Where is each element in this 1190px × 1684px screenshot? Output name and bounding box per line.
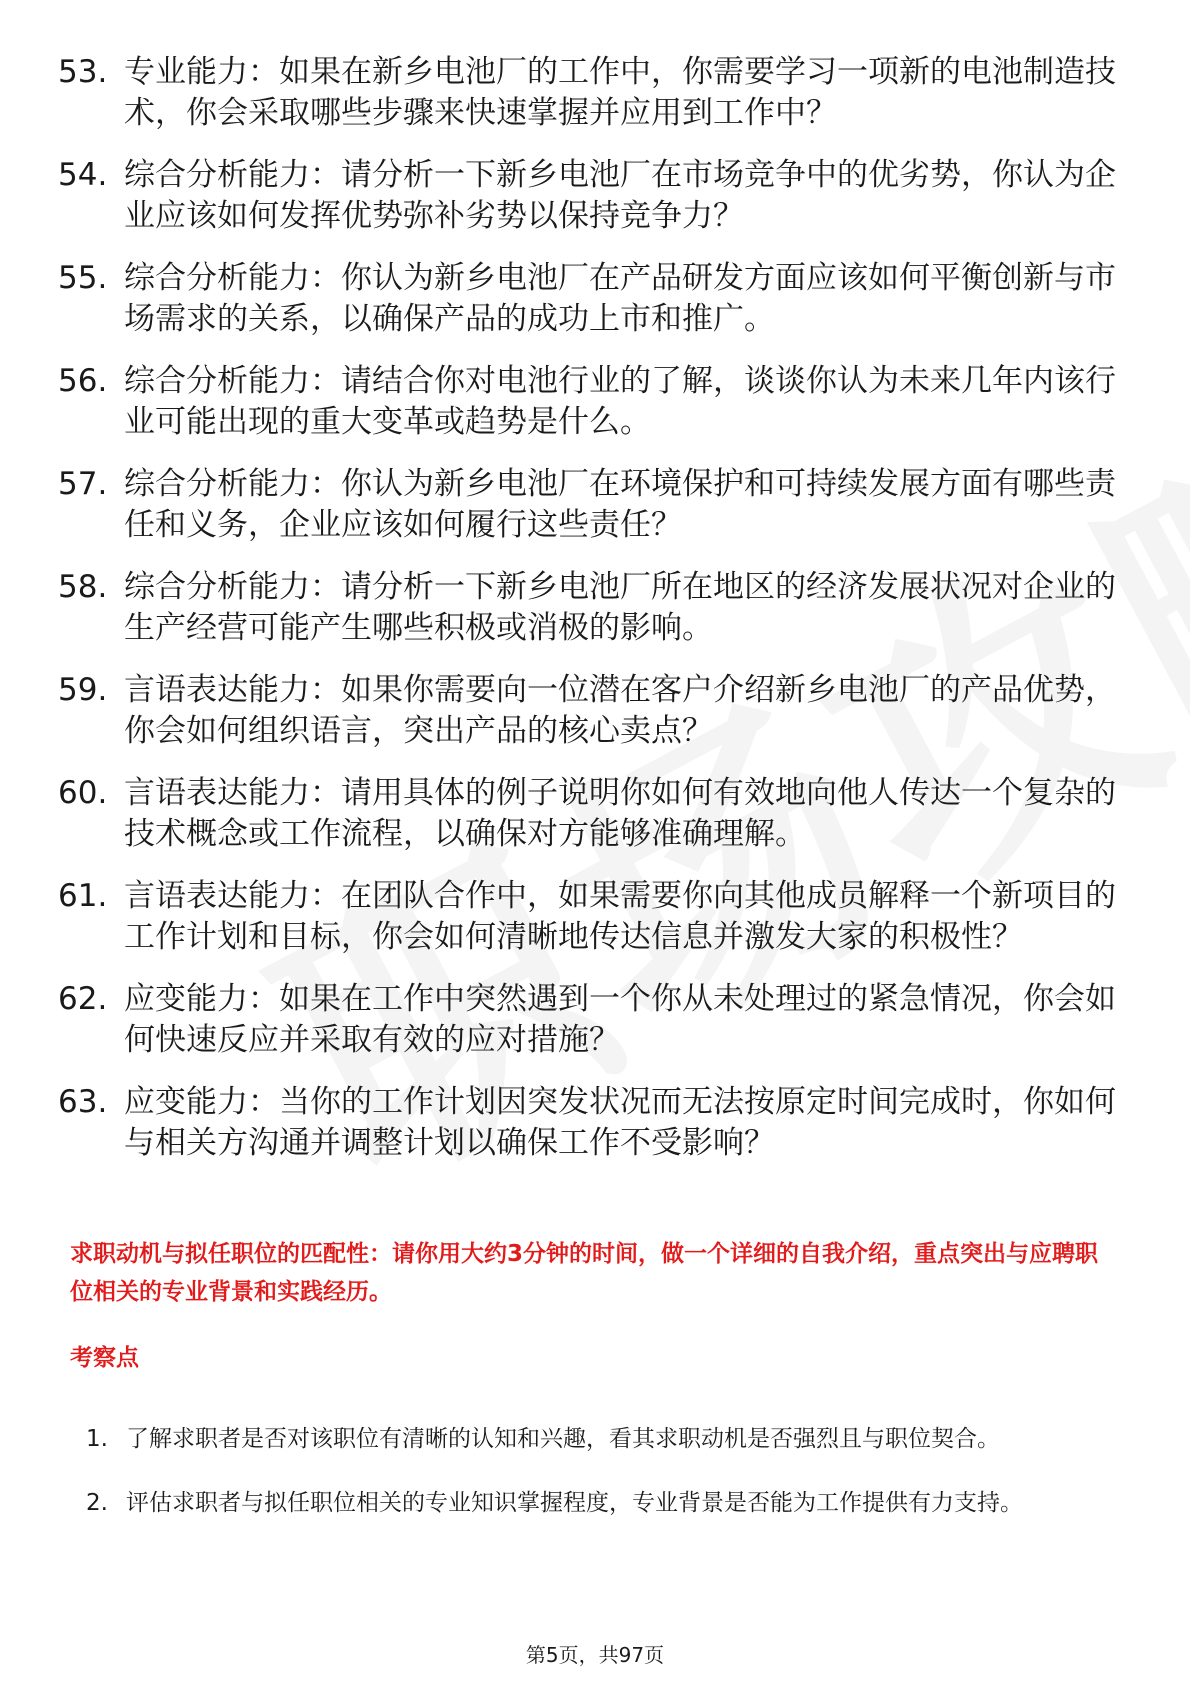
question-text: 言语表达能力：在团队合作中，如果需要你向其他成员解释一个新项目的工作计划和目标，你会如何清晰地传达信息并激发大家的积极性？: [124, 878, 1116, 955]
point-text: 了解求职者是否对该职位有清晰的认知和兴趣，看其求职动机是否强烈且与职位契合。: [126, 1426, 1000, 1452]
question-item: [58, 258, 1118, 340]
assessment-point: [86, 1477, 1116, 1530]
question-number: 53.: [58, 54, 108, 90]
question-text: 专业能力：如果在新乡电池厂的工作中，你需要学习一项新的电池制造技术，你会采取哪些步骤来快速掌握并应用到工作中？: [124, 54, 1116, 131]
question-number: 59.: [58, 672, 108, 708]
question-text: 应变能力：当你的工作计划因突发状况而无法按原定时间完成时，你如何与相关方沟通并调整计划以确保工作不受影响？: [124, 1084, 1116, 1161]
question-text: 综合分析能力：请分析一下新乡电池厂在市场竞争中的优劣势，你认为企业应该如何发挥优势弥补劣势以保持竞争力？: [124, 157, 1116, 234]
question-number: 57.: [58, 466, 108, 502]
question-number: 54.: [58, 157, 108, 193]
question-item: [58, 52, 1118, 134]
question-text: 言语表达能力：如果你需要向一位潜在客户介绍新乡电池厂的产品优势，你会如何组织语言，突出产品的核心卖点？: [124, 672, 1116, 749]
motivation-question: 求职动机与拟任职位的匹配性：请你用大约3分钟的时间，做一个详细的自我介绍，重点突出与应聘职位相关的专业背景和实践经历。: [70, 1241, 1099, 1305]
assessment-points-heading: 考察点: [70, 1345, 139, 1371]
question-item: [58, 1082, 1118, 1164]
question-item: [58, 464, 1118, 546]
question-text: 综合分析能力：你认为新乡电池厂在产品研发方面应该如何平衡创新与市场需求的关系，以确保产品的成功上市和推广。: [124, 260, 1116, 337]
question-text: 综合分析能力：请分析一下新乡电池厂所在地区的经济发展状况对企业的生产经营可能产生哪些积极或消极的影响。: [124, 569, 1116, 646]
point-number: 2.: [86, 1490, 108, 1516]
question-number: 63.: [58, 1084, 108, 1120]
question-text: 综合分析能力：你认为新乡电池厂在环境保护和可持续发展方面有哪些责任和义务，企业应该如何履行这些责任？: [124, 466, 1116, 543]
question-number: 58.: [58, 569, 108, 605]
question-number: 55.: [58, 260, 108, 296]
question-text: 言语表达能力：请用具体的例子说明你如何有效地向他人传达一个复杂的技术概念或工作流程，以确保对方能够准确理解。: [124, 775, 1116, 852]
question-item: [58, 979, 1118, 1061]
question-item: [58, 876, 1118, 958]
question-text: 综合分析能力：请结合你对电池行业的了解，谈谈你认为未来几年内该行业可能出现的重大变革或趋势是什么。: [124, 363, 1116, 440]
question-item: [58, 670, 1118, 752]
point-text: 评估求职者与拟任职位相关的专业知识掌握程度，专业背景是否能为工作提供有力支持。: [126, 1490, 1023, 1516]
question-item: [58, 155, 1118, 237]
assessment-points-list: [86, 1413, 1116, 1541]
question-item: [58, 567, 1118, 649]
assessment-point: [86, 1413, 1116, 1466]
question-item: [58, 773, 1118, 855]
question-item: [58, 361, 1118, 443]
question-list: [58, 52, 1118, 1185]
page-footer: 第5页，共97页: [525, 1643, 665, 1667]
question-number: 56.: [58, 363, 108, 399]
question-text: 应变能力：如果在工作中突然遇到一个你从未处理过的紧急情况，你会如何快速反应并采取有效的应对措施？: [124, 981, 1116, 1058]
question-number: 61.: [58, 878, 108, 914]
question-number: 60.: [58, 775, 108, 811]
question-number: 62.: [58, 981, 108, 1017]
point-number: 1.: [86, 1426, 108, 1452]
